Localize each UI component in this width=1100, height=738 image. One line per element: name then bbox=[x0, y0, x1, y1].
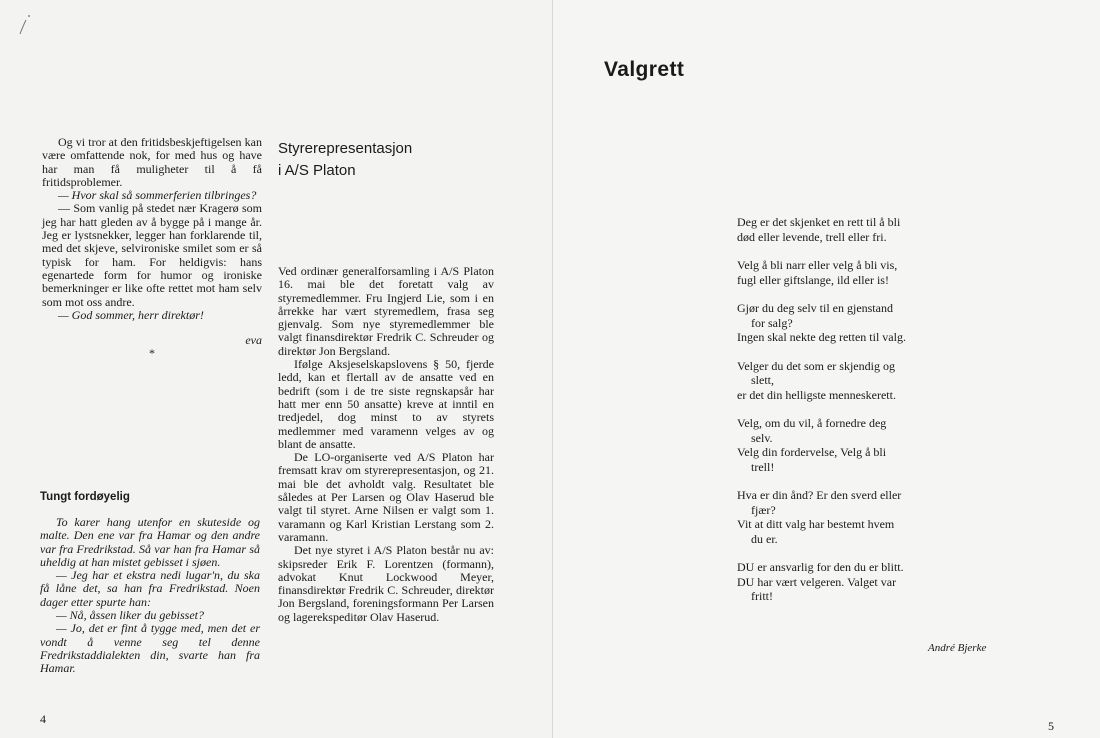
poem-line: Deg er det skjenket en rett til å bli bbox=[737, 215, 901, 229]
poem-line: Vit at ditt valg har bestemt hvem bbox=[737, 517, 895, 531]
paragraph: Det nye styret i A/S Platon består nu av: skipsreder Erik F. Lorentzen (formann), advokat Knut Lockwood Meyer, finansdirektør Fredrik C. Schreuder, direktør Jon Bergsland, foreningsformann Per Larsen og lagerekspeditør Olav Haserud. bbox=[278, 543, 494, 624]
section-title: Tungt fordøyelig bbox=[40, 491, 130, 503]
poem-stanza bbox=[737, 359, 967, 403]
page-number: 5 bbox=[1048, 719, 1054, 733]
poem-line: trell! bbox=[751, 459, 775, 474]
poem-stanza bbox=[737, 301, 967, 345]
paragraph: De LO-organiserte ved A/S Platon har fremsatt krav om styrerepresentasjon, og 21. mai ble det avholdt valg. Resultatet ble således at Per Larsen og Olav Haserud ble valgt til styret. Arne Nilsen er valgt som 1. varamann og Karl Kristian Lerstang som 2. varamann. bbox=[278, 450, 494, 544]
poem-line: er det din helligste menneskerett. bbox=[737, 387, 896, 402]
poem-stanza bbox=[737, 560, 967, 604]
poem-line: Velg, om du vil, å fornedre deg bbox=[737, 416, 887, 430]
page-number: 4 bbox=[40, 712, 46, 726]
poem-line: Gjør du deg selv til en gjenstand bbox=[737, 301, 893, 315]
poem-stanza bbox=[737, 488, 967, 546]
poem-line: slett, bbox=[751, 373, 774, 387]
poem-line: selv. bbox=[751, 430, 773, 445]
poem-line: for salg? bbox=[751, 315, 793, 330]
poem-stanza bbox=[737, 215, 967, 244]
article-title-line: i A/S Platon bbox=[278, 162, 356, 179]
poem-stanza bbox=[737, 416, 967, 474]
paragraph: — God sommer, herr direktør! bbox=[58, 307, 204, 322]
poem-line: DU er ansvarlig for den du er blitt. bbox=[737, 560, 904, 574]
poem-line: fjær? bbox=[751, 502, 776, 517]
poem-line: Ingen skal nekte deg retten til valg. bbox=[737, 330, 906, 344]
interview-column bbox=[42, 136, 262, 361]
poem-line: Velger du det som er skjendig og bbox=[737, 358, 895, 373]
paragraph: — Jeg har et ekstra nedi lugar'n, du ska få låne det, sa han fra Fredrikstad. Noen dager etter spurte han: bbox=[40, 568, 260, 609]
poem-line: Velg din fordervelse, Velg å bli bbox=[737, 445, 887, 459]
article-title bbox=[278, 138, 412, 182]
byline-signature: eva bbox=[245, 333, 262, 348]
poem bbox=[737, 215, 967, 618]
paragraph: — Hvor skal så sommerferien tilbringes? bbox=[58, 188, 257, 203]
poem-line: DU har vært velgeren. Valget var bbox=[737, 574, 897, 589]
poem-title: Valgrett bbox=[604, 58, 685, 81]
poem-line: du er. bbox=[751, 531, 778, 546]
poem-line: fritt! bbox=[751, 589, 773, 603]
poem-line: Velg å bli narr eller velg å bli vis, bbox=[737, 258, 898, 272]
anecdote-column bbox=[40, 516, 260, 676]
poem-line: fugl eller giftslange, ild eller is! bbox=[737, 272, 889, 287]
scan-mark-icon bbox=[14, 8, 34, 38]
paragraph: Og vi tror at den fritidsbeskjeftigelsen kan være omfattende nok, for med hus og have har man få muligheter til å få fritidsproblemer. bbox=[42, 135, 262, 189]
article-column bbox=[278, 265, 494, 624]
section-separator: * bbox=[149, 346, 155, 361]
paragraph: — Som vanlig på stedet nær Kragerø som jeg har hatt gleden av å bygge på i mange år. Jeg er lystsnekker, legger han forklarende til, med det skjeve, selvironiske smilet som er så typisk for ham. For heldigvis: hans egenartede form for humor og ironiske bemerkninger er like ofte rettet mot ham selv som mot oss andre. bbox=[42, 201, 262, 309]
poem-line: Hva er din ånd? Er den sverd eller bbox=[737, 488, 902, 502]
poem-author: André Bjerke bbox=[928, 642, 987, 654]
paragraph: — Nå, åssen liker du gebisset? bbox=[56, 608, 204, 623]
paragraph: Ved ordinær generalforsamling i A/S Platon 16. mai ble det foretatt valg av styremedlemmer. Fru Ingjerd Lie, som i en årrekke har vært styremedlem, frasa seg gjenvalg. Som nye styremedlemmer ble valgt finansdirektør Fredrik C. Schreuder og direktør Jon Bergsland. bbox=[278, 264, 494, 358]
paragraph: To karer hang utenfor en skuteside og malte. Den ene var fra Hamar og den andre var fra Fredrikstad. Så var han fra Hamar så uheldig at han mistet gebisset i sjøen. bbox=[40, 515, 260, 569]
article-title-line: Styrerepresentasjon bbox=[278, 140, 413, 157]
paragraph: — Jo, det er fint å tygge med, men det er vondt å venne seg tel denne Fredrikstaddialekten din, svarte han fra Hamar. bbox=[40, 621, 260, 676]
poem-stanza bbox=[737, 258, 967, 287]
poem-line: død eller levende, trell eller fri. bbox=[737, 229, 887, 244]
paragraph: Ifølge Aksjeselskapslovens § 50, fjerde ledd, kan et flertall av de ansatte ved en bedrift (som i de tre siste regnskapsår har hatt mer enn 50 ansatte) kreve at inntil en tredjedel, dog minst to av styrets medlemmer med varamenn velges av og blant de ansatte. bbox=[278, 357, 494, 451]
